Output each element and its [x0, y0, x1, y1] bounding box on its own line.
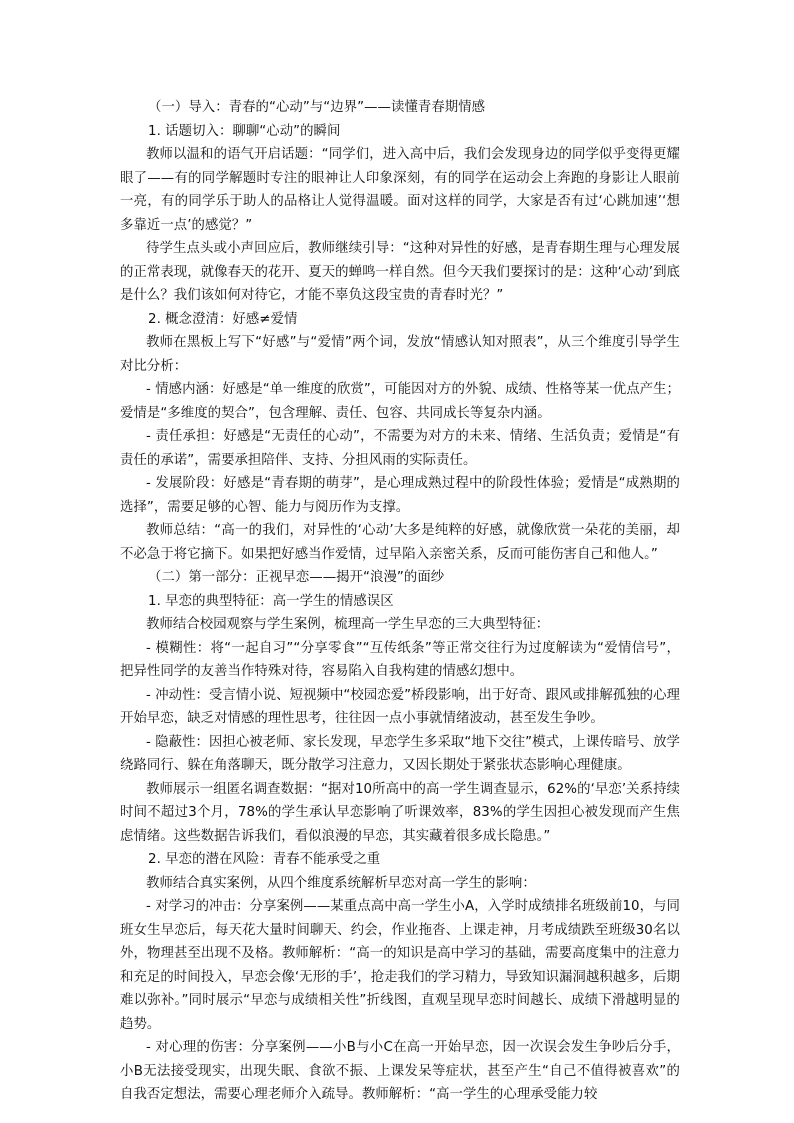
- section2-bullet-1: - 模糊性：将“一起自习”“分享零食”“互传纸条”等正常交往行为过度解读为“爱情信号”，把异性同学的友善当作特殊对待，容易陷入自我构建的情感幻想中。: [120, 640, 680, 679]
- section1-sub1-heading: 1. 话题切入：聊聊“心动”的瞬间: [148, 123, 341, 139]
- section2-bullet-5: - 对心理的伤害：分享案例——小B与小C在高一开始早恋，因一次误会发生争吵后分手，小B无法接受现实，出现失眠、食欲不振、上课发呆等症状，甚至产生“自己不值得被喜欢”的自我否定想法，需要心理老师介入疏导。教师解析：“高一学生的心理承受能力较: [120, 1040, 680, 1102]
- section1-bullet-2: - 责任承担：好感是“无责任的心动”，不需要为对方的未来、情绪、生活负责；爱情是“有责任的承诺”，需要承担陪伴、支持、分担风雨的实际责任。: [120, 429, 680, 468]
- section2-heading: （二）第一部分：正视早恋——揭开“浪漫”的面纱: [148, 570, 445, 585]
- document-page: [120, 96, 680, 1107]
- section1-para3: 教师在黑板上写下“好感”与“爱情”两个词，发放“情感认知对照表”，从三个维度引导学生对比分析：: [120, 335, 680, 374]
- section1-para2: 待学生点头或小声回应后，教师继续引导：“这种对异性的好感，是青春期生理与心理发展的正常表现，就像春天的花开、夏天的蝉鸣一样自然。但今天我们要探讨的是：这种‘心动’到底是什么？我们该如何对待它，才能不辜负这段宝贵的青春时光？”: [120, 241, 680, 303]
- section1-sub2-heading: 2. 概念澄清：好感≠爱情: [148, 311, 298, 327]
- section1-para1: 教师以温和的语气开启话题：“同学们，进入高中后，我们会发现身边的同学似乎变得更耀眼了——有的同学解题时专注的眼神让人印象深刻，有的同学在运动会上奔跑的身影让人眼前一亮，有的同学乐于助人的品格让人觉得温暖。面对这样的同学，大家是否有过‘心跳加速’‘想多靠近一点’的感觉？”: [120, 147, 680, 233]
- section2-survey: 教师展示一组匿名调查数据：“据对10所高中的高一学生调查显示，62%的‘早恋’关系持续时间不超过3个月，78%的学生承认早恋影响了听课效率，83%的学生因担心被发现而产生焦虑情绪。这些数据告诉我们，看似浪漫的早恋，其实藏着很多成长隐患。”: [120, 781, 680, 844]
- section1-summary: 教师总结：“高一的我们，对异性的‘心动’大多是纯粹的好感，就像欣赏一朵花的美丽，却不必急于将它摘下。如果把好感当作爱情，过早陷入亲密关系，反而可能伤害自己和他人。”: [120, 523, 680, 562]
- section2-sub1-heading: 1. 早恋的典型特征：高一学生的情感误区: [148, 593, 394, 609]
- section2-bullet-3: - 隐蔽性：因担心被老师、家长发现，早恋学生多采取“地下交往”模式，上课传暗号、放学绕路同行、躲在角落聊天，既分散学习注意力，又因长期处于紧张状态影响心理健康。: [120, 734, 680, 773]
- section1-heading: （一）导入：青春的“心动”与“边界”——读懂青春期情感: [148, 100, 486, 115]
- section1-bullet-3: - 发展阶段：好感是“青春期的萌芽”，是心理成熟过程中的阶段性体验；爱情是“成熟期的选择”，需要足够的心智、能力与阅历作为支撑。: [120, 476, 680, 515]
- section1-bullet-1: - 情感内涵：好感是“单一维度的欣赏”，可能因对方的外貌、成绩、性格等某一优点产生；爱情是“多维度的契合”，包含理解、责任、包容、共同成长等复杂内涵。: [120, 382, 680, 421]
- section2-bullet-4: - 对学习的冲击：分享案例——某重点高中高一学生小A，入学时成绩排名班级前10，与同班女生早恋后，每天花大量时间聊天、约会，作业拖沓、上课走神，月考成绩跌至班级30名以外，物理甚至出现不及格。教师解析：“高一的知识是高中学习的基础，需要高度集中的注意力和充足的时间投入，早恋会像‘无形的手’，抢走我们的学习精力，导致知识漏洞越积越多，后期难以弥补。”同时展示“早恋与成绩相关性”折线图，直观呈现早恋时间越长、成绩下滑越明显的趋势。: [120, 899, 680, 1032]
- section2-bullet-2: - 冲动性：受言情小说、短视频中“校园恋爱”桥段影响，出于好奇、跟风或排解孤独的心理开始早恋，缺乏对情感的理性思考，往往因一点小事就情绪波动，甚至发生争吵。: [120, 687, 680, 726]
- section2-para2: 教师结合真实案例，从四个维度系统解析早恋对高一学生的影响：: [146, 875, 536, 891]
- section2-sub2-heading: 2. 早恋的潜在风险：青春不能承受之重: [148, 852, 381, 867]
- section2-para1: 教师结合校园观察与学生案例，梳理高一学生早恋的三大典型特征：: [146, 617, 550, 632]
